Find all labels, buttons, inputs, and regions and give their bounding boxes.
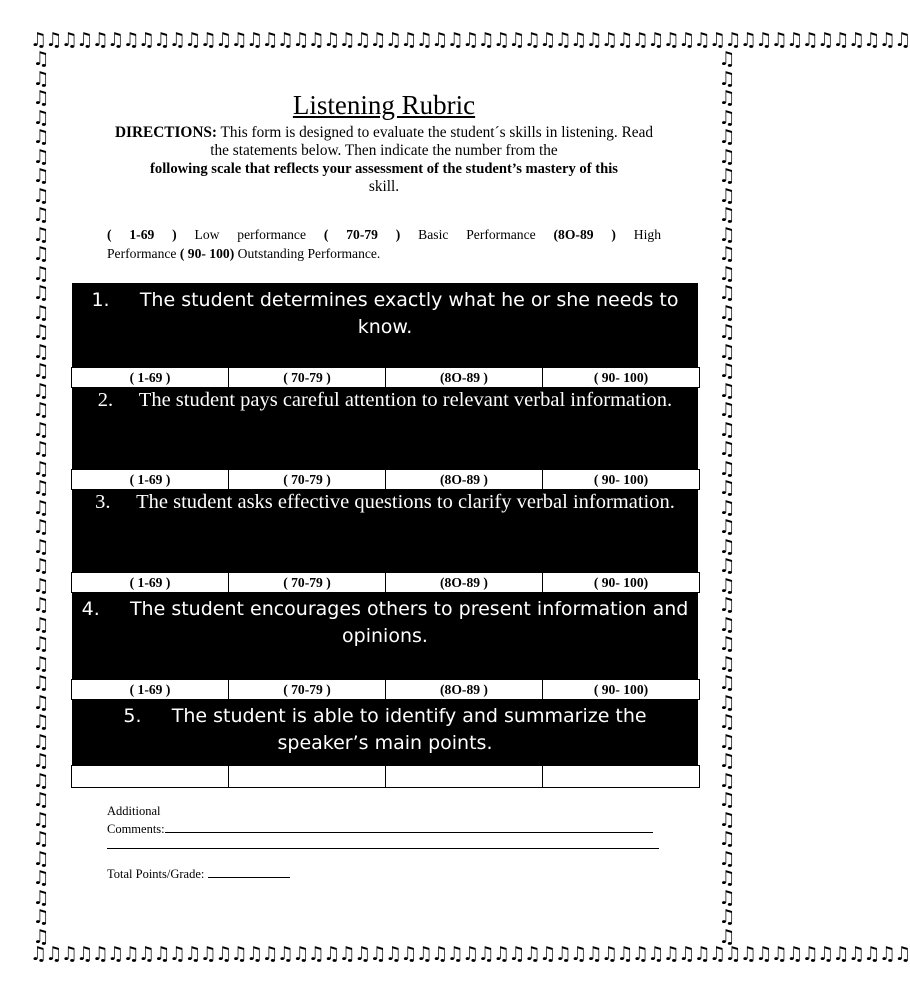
right-border: ♫♫♫♫♫♫♫♫♫♫♫♫♫♫♫♫♫♫♫♫♫♫♫♫♫♫♫♫♫♫♫♫♫♫♫♫♫♫♫♫♫♫♫♫♫♫ [718,48,736,948]
score-cell-empty[interactable] [72,766,229,787]
scale-label-3: High [633,227,661,242]
score-cell-empty[interactable] [229,766,386,787]
statement-text: The student is able to identify and summarize the speaker’s main points. [171,705,647,754]
comments-label-1: Additional [107,804,161,818]
score-cell[interactable]: ( 70-79 ) [229,368,386,387]
score-cell[interactable]: ( 90- 100) [593,370,649,385]
score-cell[interactable]: ( 90- 100) [593,575,649,590]
score-cell[interactable]: ( 1-69 ) [72,368,229,387]
comments-label-2: Comments: [107,822,165,836]
comments-section [107,803,659,853]
statement-number: 5. [123,705,142,727]
score-row-2 [71,469,700,490]
directions [110,124,658,196]
total-line[interactable] [208,866,290,878]
score-cell[interactable]: (8O-89 ) [386,573,543,592]
statement-number: 1. [91,289,110,311]
scale-label-3b: Performance [107,246,177,261]
score-cell-empty[interactable] [543,766,699,787]
statement-text: The student asks effective questions to clarify verbal information. [136,491,675,513]
score-row-3 [71,572,700,593]
directions-label: DIRECTIONS: [114,124,217,141]
directions-end: skill. [368,178,400,195]
statement-number: 3. [95,491,111,513]
score-row-5 [71,765,700,788]
score-cell[interactable]: ( 90- 100) [593,682,649,697]
statement-text: The student pays careful attention to relevant verbal information. [138,389,673,411]
statement-number: 2. [97,389,114,411]
score-cell[interactable]: ( 70-79 ) [229,573,386,592]
scale-range-2: ( 70-79 ) [323,227,401,242]
left-border: ♫♫♫♫♫♫♫♫♫♫♫♫♫♫♫♫♫♫♫♫♫♫♫♫♫♫♫♫♫♫♫♫♫♫♫♫♫♫♫♫♫♫♫♫♫♫ [32,48,50,948]
statement-1 [72,283,698,367]
score-cell[interactable]: ( 1-69 ) [72,470,229,489]
score-cell[interactable]: ( 1-69 ) [72,680,229,699]
statement-5 [72,699,698,765]
scale-label-1: Low performance [194,227,306,242]
score-cell[interactable]: ( 1-69 ) [72,573,229,592]
statement-3 [72,489,698,572]
statement-2 [72,387,698,469]
scale-label-2: Basic Performance [418,227,536,242]
score-cell[interactable]: ( 70-79 ) [229,680,386,699]
directions-text: This form is designed to evaluate the student´s skills in listening. Read the statements below. Then indicate the number from the [210,124,654,159]
total-section [107,866,290,882]
top-border: ♫♫♫♫♫♫♫♫♫♫♫♫♫♫♫♫♫♫♫♫♫♫♫♫♫♫♫♫♫♫♫♫♫♫♫♫♫♫♫♫♫♫♫♫♫♫♫♫♫♫♫♫♫♫♫♫♫ [30,29,910,51]
score-cell[interactable]: (8O-89 ) [386,680,543,699]
scale-line-2 [107,245,380,263]
scale-range-3: (8O-89 ) [553,227,616,242]
comments-line-2[interactable] [107,838,659,849]
scale-range-1: ( 1-69 ) [107,227,177,242]
directions-bold: following scale that reflects your assessment of the student’s mastery of this [150,161,618,177]
statement-text: The student determines exactly what he or she needs to know. [139,289,679,338]
comments-line-1[interactable] [165,819,653,833]
statement-4 [72,592,698,679]
total-label: Total Points/Grade: [107,867,205,881]
score-cell[interactable]: (8O-89 ) [386,368,543,387]
statement-text: The student encourages others to present information and opinions. [129,598,689,647]
score-cell[interactable]: ( 70-79 ) [229,470,386,489]
scale-label-4: Outstanding Performance. [237,246,381,261]
score-row-4 [71,679,700,700]
bottom-border: ♫♫♫♫♫♫♫♫♫♫♫♫♫♫♫♫♫♫♫♫♫♫♫♫♫♫♫♫♫♫♫♫♫♫♫♫♫♫♫♫♫♫♫♫♫♫♫♫♫♫♫♫♫♫♫♫♫ [30,943,910,965]
scale-line [107,226,661,244]
scale-range-4: ( 90- 100) [179,246,235,261]
score-row-1 [71,367,700,388]
statement-number: 4. [81,598,100,620]
score-cell[interactable]: (8O-89 ) [386,470,543,489]
score-cell-empty[interactable] [386,766,543,787]
page-title: Listening Rubric [292,90,476,120]
score-cell[interactable]: ( 90- 100) [593,472,649,487]
